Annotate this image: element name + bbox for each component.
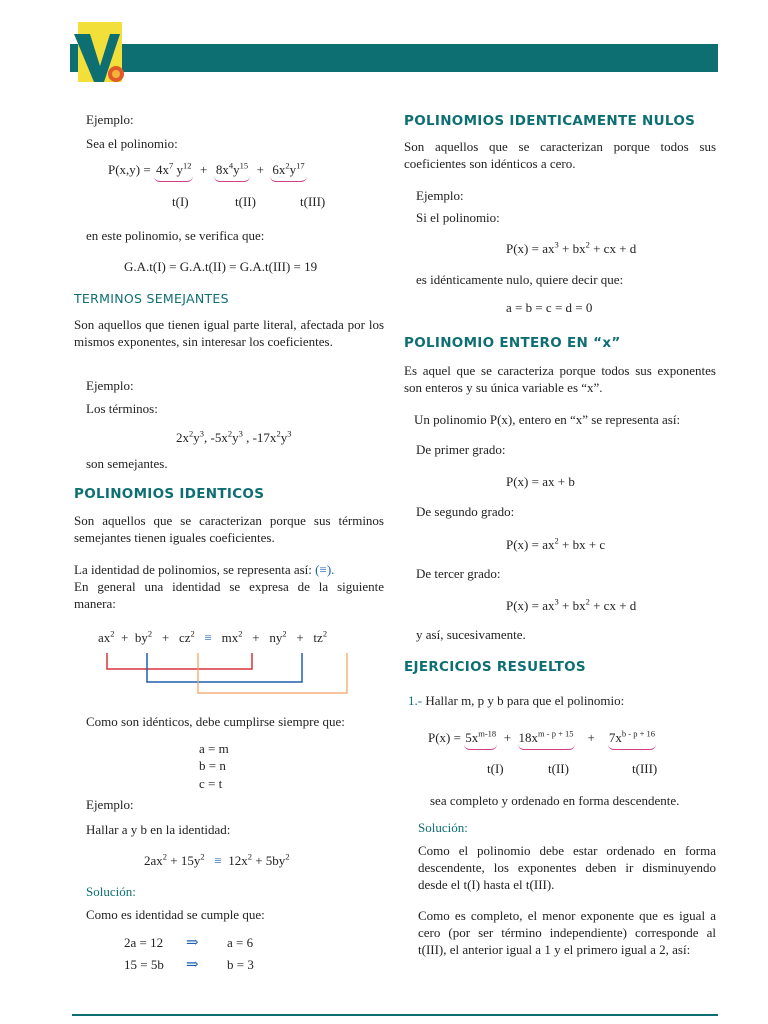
step1-right: a = 6 xyxy=(227,935,254,950)
step2-left: 15 = 5b xyxy=(124,957,164,972)
cumplirse-text: Como son idénticos, debe cumplirse siempre que: xyxy=(86,714,345,729)
ejemplo-label-r: Ejemplo: xyxy=(416,188,464,203)
abcd-equation: a = b = c = d = 0 xyxy=(506,300,593,315)
ej-term-1: $5x^{m-18}$ xyxy=(464,730,497,750)
px-cubic: $P(x) = ax^3 + bx^2$ + cx + d xyxy=(506,596,637,613)
verifica-text: en este polinomio, se verifica que: xyxy=(86,228,265,243)
primer-grado-label: De primer grado: xyxy=(416,442,506,457)
plus-1: + xyxy=(199,162,208,177)
entero-paragraph: Es aquel que se caracteriza porque todos sus exponentes son enteros y su única variable es “x”. xyxy=(404,363,716,395)
completo-text: sea completo y ordenado en forma descendente. xyxy=(430,793,680,808)
heading-identicamente-nulos: POLINOMIOS IDENTICAMENTE NULOS xyxy=(404,113,696,129)
semejantes-terms: $2x^2y^3$, $-5x^2y^3$ , $-17x^2y^3$ xyxy=(176,428,292,445)
heading-terminos-semejantes: TERMINOS SEMEJANTES xyxy=(74,291,229,306)
como-identidad-text: Como es identidad se cumple que: xyxy=(86,907,265,922)
identicos-paragraph: Son aquellos que se caracterizan porque sus términos semejantes tienen iguales coeficientes. xyxy=(74,513,384,545)
step1-left: 2a = 12 xyxy=(124,935,164,950)
identity-connector-lines xyxy=(90,648,390,698)
eq-b-n: b = n xyxy=(199,758,226,773)
hallar-ab-text: Hallar a y b en la identidad: xyxy=(86,822,231,837)
eq-a-m: a = m xyxy=(199,741,229,756)
ej-label-2: t(II) xyxy=(548,761,569,776)
ej-term-3: $7x^{b - p + 16}$ xyxy=(608,730,656,750)
ej-label-1: t(I) xyxy=(487,761,504,776)
identidad-paragraph: La identidad de polinomios, se representa así: (≡). En general una identidad se expresa de la siguiente manera: xyxy=(74,562,384,611)
ejercicio-1-statement: 1.- Hallar m, p y b para que el polinomio: xyxy=(408,693,625,708)
header-bar xyxy=(70,44,718,72)
solucion-label-1: Solución: xyxy=(86,884,136,899)
ej-label-3: t(III) xyxy=(632,761,658,776)
nulos-paragraph: Son aquellos que se caracterizan porque todos sus coeficientes son idénticos a cero. xyxy=(404,139,716,171)
arrow-icon: ⇒ xyxy=(186,957,199,973)
arrow-icon: ⇒ xyxy=(186,935,199,951)
px-linear: P(x) = ax + b xyxy=(506,474,575,489)
cubic-nulo: $P(x) = ax^3 + bx^2$ + cx + d xyxy=(506,239,637,256)
terminos-label: Los términos: xyxy=(86,401,158,416)
sucesivamente-text: y así, sucesivamente. xyxy=(416,627,526,642)
heading-polinomio-entero: POLINOMIO ENTERO EN “x” xyxy=(404,335,621,351)
term-label-3: t(III) xyxy=(300,194,326,209)
si-polinomio: Si el polinomio: xyxy=(416,210,500,225)
solucion-label-2: Solución: xyxy=(418,820,468,835)
nulo-text: es idénticamente nulo, quiere decir que: xyxy=(416,272,624,287)
footer-rule xyxy=(72,1014,718,1016)
term-label-2: t(II) xyxy=(235,194,256,209)
sea-polinomio: Sea el polinomio: xyxy=(86,136,178,151)
segundo-grado-label: De segundo grado: xyxy=(416,504,515,519)
plus-2: + xyxy=(256,162,264,177)
ejemplo-label-3: Ejemplo: xyxy=(86,797,134,812)
ej-term-2: $18x^{m - p + 15}$ xyxy=(518,730,575,750)
ejemplo-label-2: Ejemplo: xyxy=(86,378,134,393)
equiv-symbol: (≡). xyxy=(315,562,335,577)
heading-ejercicios-resueltos: EJERCICIOS RESUELTOS xyxy=(404,659,586,675)
step2-right: b = 3 xyxy=(227,957,254,972)
tercer-grado-label: De tercer grado: xyxy=(416,566,501,581)
gat-equation: G.A.t(I) = G.A.t(II) = G.A.t(III) = 19 xyxy=(124,259,318,274)
heading-polinomios-identicos: POLINOMIOS IDENTICOS xyxy=(74,486,265,502)
eq-c-t: c = t xyxy=(199,776,223,791)
px-quadratic: $P(x) = ax^2$ + bx + c xyxy=(506,535,606,552)
semejantes-paragraph: Son aquellos que tienen igual parte literal, afectada por los mismos exponentes, sin interesar los coeficientes. xyxy=(74,317,384,349)
term-3: $6x^2y^{17}$ xyxy=(270,162,306,182)
solucion-paragraph-2: Como es completo, el menor exponente que es igual a cero (por ser término independiente) corresponde al t(III), el anterior igual a 1 y el primero igual a 2, así: xyxy=(418,908,716,957)
identity-example: $2ax^2 + 15y^2$ ≡ $12x^2 + 5by^2$ xyxy=(144,851,290,868)
term-2: $8x^4y^{15}$ xyxy=(214,162,250,182)
poly-example xyxy=(108,162,307,182)
term-label-1: t(I) xyxy=(172,194,189,209)
ejemplo-label-1: Ejemplo: xyxy=(86,112,134,127)
identity-expression: $ax^2 + by^2 + cz^2$ ≡ $mx^2 + ny^2 + tz^2$ xyxy=(98,628,328,645)
book-logo xyxy=(72,22,124,88)
term-1: $4x^7$ $y^{12}$ xyxy=(154,162,194,182)
representa-text: Un polinomio P(x), entero en “x” se representa así: xyxy=(414,412,681,427)
solucion-paragraph-1: Como el polinomio debe estar ordenado en forma descendente, los exponentes deben ir disminuyendo desde el t(I) hasta el t(III). xyxy=(418,843,716,892)
ejercicio-number: 1.- xyxy=(408,693,423,708)
ejercicio-polynomial: $P(x) = 5x^{m-18} + 18x^{m - p + 15}$ + $7x^{b - p + 16}$ xyxy=(428,730,656,750)
son-semejantes: son semejantes. xyxy=(86,456,168,471)
poly-lhs: P(x,y) = xyxy=(108,162,151,177)
